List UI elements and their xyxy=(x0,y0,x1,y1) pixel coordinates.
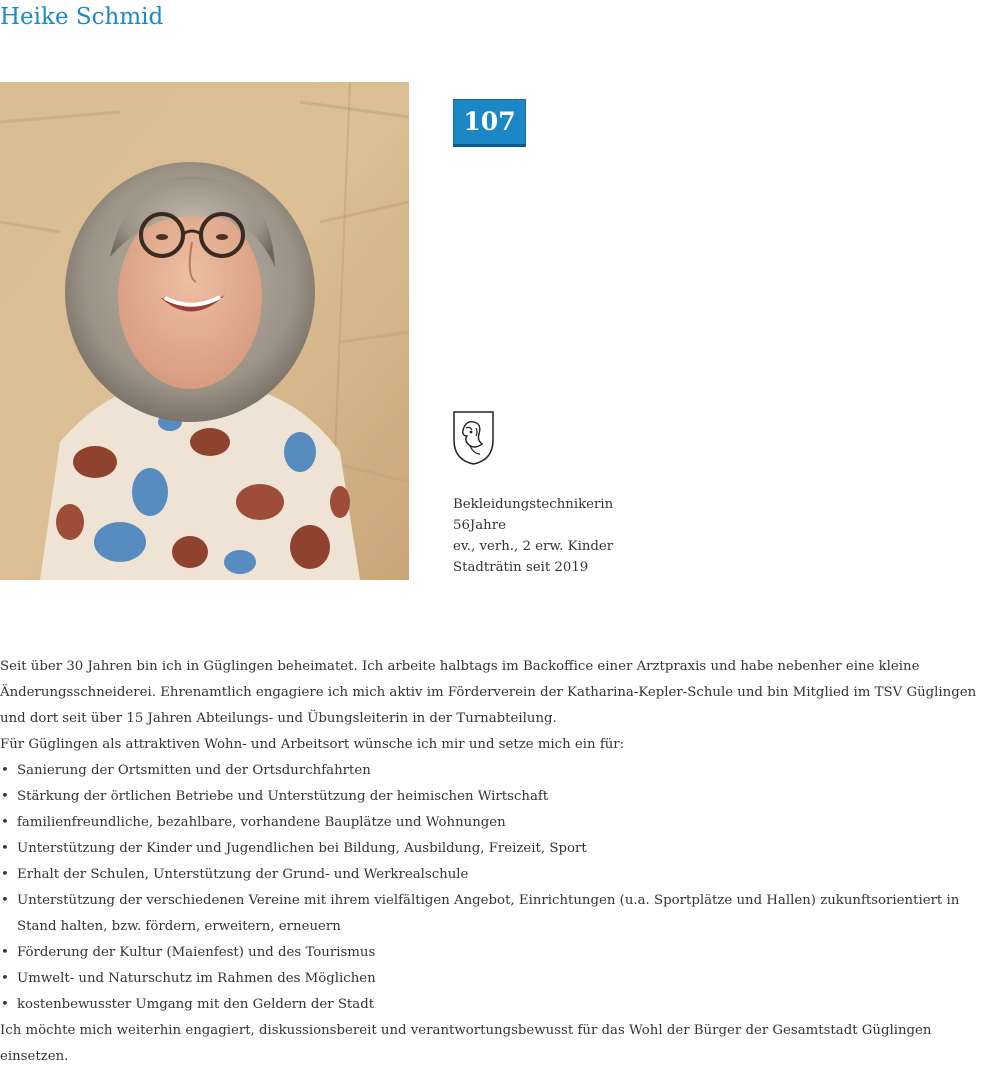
council-membership: Stadträtin seit 2019 xyxy=(453,560,589,575)
bio-closing: Ich möchte mich weiterhin engagiert, diskussionsbereit und verantwortungsbewusst für das Wohl der Bürger der Gesamtstadt Güglingen einsetzen. xyxy=(0,1023,932,1064)
bullet-icon: • xyxy=(1,763,9,778)
list-item: • Unterstützung der Kinder und Jugendlichen bei Bildung, Ausbildung, Freizeit, Sport xyxy=(0,836,1000,862)
list-item: • familienfreundliche, bezahlbare, vorhandene Bauplätze und Wohnungen xyxy=(0,810,1000,836)
list-item: • kostenbewusster Umgang mit den Geldern der Stadt xyxy=(0,992,1000,1018)
bio-intro: Seit über 30 Jahren bin ich in Güglingen beheimatet. Ich arbeite halbtags im Backoffice einer Arztpraxis und habe nebenher eine kleine Änderungsschneiderei. Ehrenamtlich engagiere ich mich aktiv im Förderverein der Katharina-Kepler-Schule und bin Mitglied im TSV Güglingen und dort seit über 15 Jahren Abteilungs- und Übungsleiterin in der Turnabteilung. xyxy=(0,659,977,726)
page-title: Heike Schmid xyxy=(0,4,164,30)
list-item: • Erhalt der Schulen, Unterstützung der Grund- und Werkrealschule xyxy=(0,862,1000,888)
bullet-icon: • xyxy=(1,841,9,856)
list-item: • Unterstützung der verschiedenen Vereine mit ihrem vielfältigen Angebot, Einrichtungen (u.a. Sportplätze und Hallen) zukunftsorientiert in Stand halten, bzw. fördern, erweitern, erneuern xyxy=(0,888,1000,940)
family-status: ev., verh., 2 erw. Kinder xyxy=(453,539,614,554)
town-crest-icon xyxy=(452,410,495,466)
bullet-icon: • xyxy=(1,945,9,960)
candidate-portrait xyxy=(0,82,409,580)
list-number-badge: 107 xyxy=(453,99,526,147)
list-item: • Förderung der Kultur (Maienfest) und des Tourismus xyxy=(0,940,1000,966)
bullet-icon: • xyxy=(1,893,9,908)
bullet-icon: • xyxy=(1,971,9,986)
candidate-facts xyxy=(453,494,613,578)
bullet-icon: • xyxy=(1,867,9,882)
bullet-icon: • xyxy=(1,997,9,1012)
occupation: Bekleidungstechnikerin xyxy=(453,497,614,512)
bullet-icon: • xyxy=(1,815,9,830)
list-item: • Sanierung der Ortsmitten und der Ortsdurchfahrten xyxy=(0,758,1000,784)
age: 56Jahre xyxy=(453,518,506,533)
list-item: • Stärkung der örtlichen Betriebe und Unterstützung der heimischen Wirtschaft xyxy=(0,784,1000,810)
bullet-icon: • xyxy=(1,789,9,804)
list-item: • Umwelt- und Naturschutz im Rahmen des Möglichen xyxy=(0,966,1000,992)
goals-intro: Für Güglingen als attraktiven Wohn- und Arbeitsort wünsche ich mir und setze mich ein für: xyxy=(0,737,625,752)
goals-list xyxy=(0,758,1000,1018)
candidate-biography xyxy=(0,654,1000,1070)
